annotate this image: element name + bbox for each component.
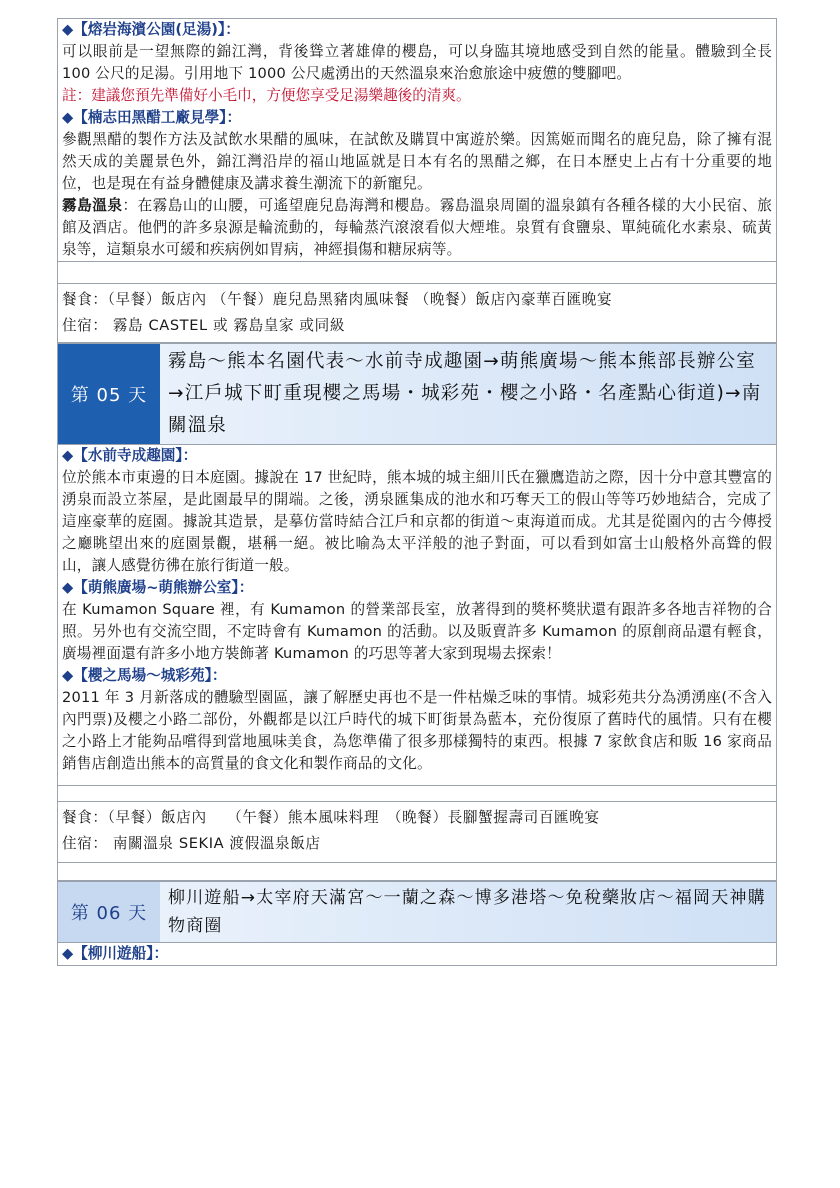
- day6-label: 第 06 天: [58, 882, 160, 942]
- diamond-bullet-icon: ◆: [62, 109, 74, 126]
- itinerary-page: [57, 18, 777, 966]
- section-heading-suizenji: ◆【水前寺成趣園】：: [62, 447, 198, 464]
- kumamon-square-description: 在 Kumamon Square 裡，有 Kumamon 的營業部長室，放著得到的獎杯獎狀還有跟許多各地吉祥物的合照。另外也有交流空間，不定時會有 Kumamon 的活動。以及販賣許多 Kumamon 的原創商品還有輕食，廣場裡面還有許多小地方裝飾著 Kumamon 的巧思等著大家到現場去探索！: [62, 601, 772, 662]
- empty-row: [58, 863, 776, 881]
- section-heading-sakuranobaba: ◆【櫻之馬場～城彩苑】：: [62, 667, 227, 684]
- diamond-bullet-icon: ◆: [62, 21, 74, 38]
- day5-lodging: 住宿： 南關溫泉 SEKIA 渡假溫泉飯店: [62, 835, 321, 852]
- section-heading-lava-park: ◆【熔岩海濱公園(足湯)】：: [62, 21, 240, 38]
- day6-box: [57, 881, 777, 966]
- sakuranobaba-description: 2011 年 3 月新落成的體驗型園區，讓了解歷史再也不是一件枯燥乏味的事情。城彩苑共分為湧湧座(不含入內門票)及櫻之小路二部份，外觀都是以江戶時代的城下町街景為藍本，充份復原了舊時代的風情。只有在櫻之小路上才能夠品嚐得到當地風味美食，為您準備了很多那樣獨特的東西。根據 7 家飲食店和販 16 家商品銷售店創造出熊本的高質量的食文化和製作商品的文化。: [62, 689, 772, 772]
- day6-title: 柳川遊船→太宰府天滿宮～一蘭之森～博多港塔～免稅藥妝店～福岡天神購物商圈: [160, 882, 776, 942]
- empty-row: [58, 262, 776, 284]
- towel-note: 註：建議您預先準備好小毛巾，方便您享受足湯樂趣後的清爽。: [62, 87, 471, 104]
- vinegar-factory-description: 參觀黑醋的製作方法及試飲水果醋的風味，在試飲及購買中寓遊於樂。因篤姬而聞名的鹿兒島，除了擁有混然天成的美麗景色外，錦江灣沿岸的福山地區就是日本有名的黑醋之鄉，在日本歷史上占有十分重要的地位，也是現在有益身體健康及講求養生潮流下的新寵兒。: [62, 131, 772, 192]
- day5-header: [58, 344, 776, 445]
- section-heading-yanagawa: ◆【柳川遊船】：: [62, 945, 169, 962]
- section-heading-vinegar-factory: ◆【楠志田黑醋工廠見學】：: [62, 109, 242, 126]
- day6-attractions-cell: [58, 943, 776, 966]
- hotspring-label: 霧島溫泉: [62, 197, 123, 214]
- lava-park-description: 可以眼前是一望無際的錦江灣，背後聳立著雄偉的櫻島，可以身臨其境地感受到自然的能量。體驗到全長 100 公尺的足湯。引用地下 1000 公尺處湧出的天然溫泉來治愈旅途中疲憊的雙腳吧。: [62, 43, 772, 82]
- hotspring-text: ：在霧島山的山腰，可遙望鹿兒島海灣和櫻島。霧島溫泉周圍的溫泉鎮有各種各樣的大小民宿、旅館及酒店。他們的許多泉源是輪流動的，每輪蒸汽滾滾看似大煙堆。泉質有食鹽泉、單純硫化水素泉、硫黃泉等，這類泉水可緩和疾病例如胃病，神經損傷和糖尿病等。: [62, 197, 772, 258]
- kirishima-hotspring-description: [58, 195, 776, 261]
- empty-row: [58, 786, 776, 802]
- day4-meals-cell: [58, 284, 776, 343]
- diamond-bullet-icon: ◆: [62, 667, 74, 684]
- day4-details-box: [57, 18, 777, 343]
- day5-attractions-cell: [58, 445, 776, 786]
- day5-title: 霧島～熊本名園代表～水前寺成趣園→萌熊廣場～熊本熊部長辦公室→江戶城下町重現櫻之馬場・城彩苑・櫻之小路・名產點心街道)→南關溫泉: [160, 344, 776, 444]
- day4-attractions-cell: [58, 19, 776, 262]
- diamond-bullet-icon: ◆: [62, 447, 74, 464]
- day5-label: 第 05 天: [58, 344, 160, 444]
- day5-meals-cell: [58, 802, 776, 863]
- day5-box: [57, 343, 777, 881]
- section-heading-kumamon-square: ◆【萌熊廣場~萌熊辦公室】：: [62, 579, 254, 596]
- diamond-bullet-icon: ◆: [62, 945, 74, 962]
- day5-meals: 餐食：（早餐）飯店內 （午餐）熊本風味料理 （晚餐）長腳蟹握壽司百匯晚宴: [62, 809, 600, 826]
- diamond-bullet-icon: ◆: [62, 579, 74, 596]
- day6-header: [58, 882, 776, 943]
- day4-lodging: 住宿： 霧島 CASTEL 或 霧島皇家 或同級: [62, 317, 346, 334]
- day4-meals: 餐食：（早餐）飯店內 （午餐）鹿兒島黑豬肉風味餐 （晚餐）飯店內豪華百匯晚宴: [62, 291, 613, 308]
- suizenji-description: 位於熊本市東邊的日本庭園。據說在 17 世紀時，熊本城的城主細川氏在獵鷹造訪之際，因十分中意其豐富的湧泉而設立茶屋，是此園最早的開端。之後，湧泉匯集成的池水和巧奪天工的假山等等巧妙地結合，完成了這座豪華的庭園。據說其造景，是摹仿當時結合江戶和京都的街道～東海道而成。尤其是從園內的古今傳授之廳眺望出來的庭園景觀，堪稱一絕。被比喻為太平洋般的池子對面，可以看到如富士山般格外高聳的假山，讓人感覺彷彿在旅行街道一般。: [62, 469, 772, 574]
